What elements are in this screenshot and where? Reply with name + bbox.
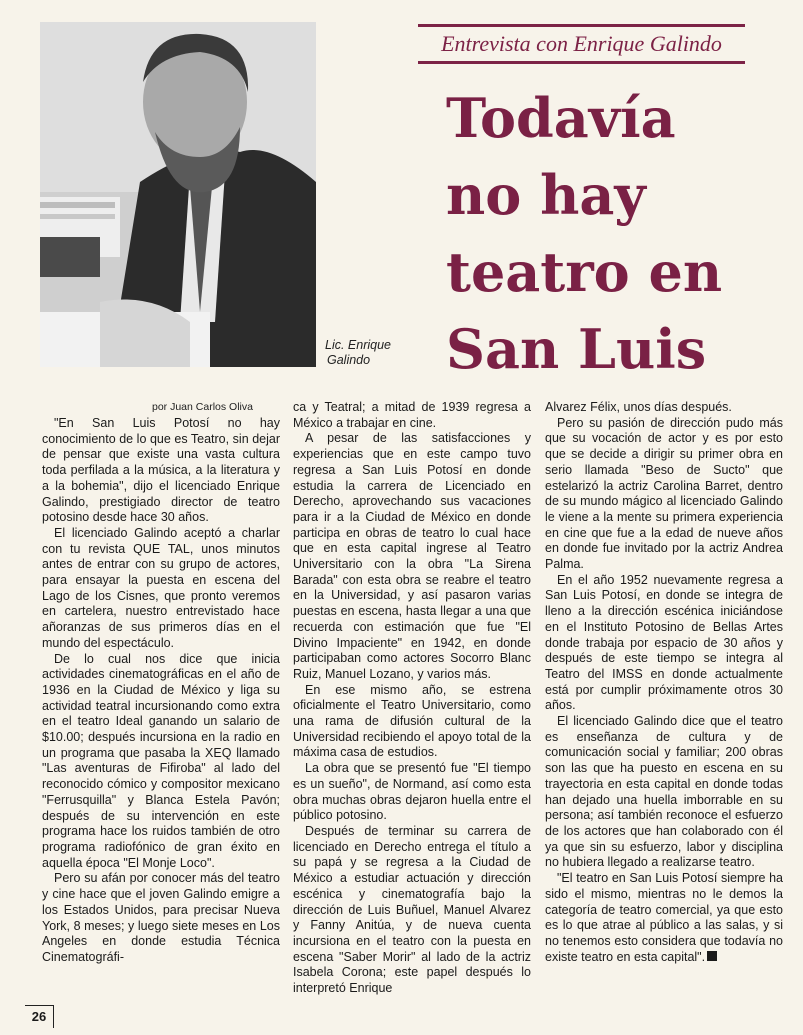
- byline: por Juan Carlos Oliva: [152, 401, 253, 413]
- portrait-photo: [40, 22, 316, 367]
- end-of-article-mark: [707, 951, 717, 961]
- headline-line-1: Todavía: [446, 86, 676, 150]
- headline-line-4: San Luis: [446, 317, 707, 381]
- paragraph: "El teatro en San Luis Potosí siempre ha sido el mismo, mientras no le demos la categoría de teatro comercial, ya que esto es lo que atrae al público a las salas, y si no tenemos esto considera que todavía no existe teatro en esta capital".: [545, 871, 783, 964]
- caption-line-1: Lic. Enrique: [325, 338, 392, 352]
- article-column-1: [42, 416, 280, 1001]
- paragraph: El licenciado Galindo aceptó a charlar con tu revista QUE TAL, unos minutos antes de entrar con su grupo de actores, para ensayar la puesta en escena del Lago de los Cisnes, que pronto veremos en cartelera, nuestro entrevistado hace añoranzas de sus primeros días en el mundo del espectáculo.: [42, 525, 280, 650]
- photo-caption: [325, 338, 425, 368]
- headline: [446, 80, 776, 388]
- paragraph: Después de terminar su carrera de licenciado en Derecho entrega el título a su papá y se regresa a la Ciudad de México a estudiar actuación y dirección escénica y cinematografía bajo la dirección de Luis Buñuel, Manuel Alvarez y Fanny Anitúa, y de nueva cuenta incursiona en el teatro con la puesta en escena "Saber Morir" al lado de la actriz Isabela Corona; este papel después lo interpretó Enrique: [293, 823, 531, 996]
- caption-line-2: Galindo: [327, 353, 371, 367]
- paragraph: De lo cual nos dice que inicia actividades cinematográficas en el año de 1936 en la Ciudad de México y liga su actividad teatral incursionando como extra en el teatro Ideal ganando un salario de $10.00; después incursiona en la radio en un programa que pasaba la XEQ llamado "Las aventuras de Fifiroba" al lado del reconocido cómico y compositor mexicano "Ferrusquilla" y Blanca Estela Pavón; después de su intervención en este programa hace los ruidos también de otro programa radiofónico de gran éxito en aquella época "El Monje Loco".: [42, 651, 280, 870]
- headline-line-3: teatro en: [446, 240, 723, 304]
- kicker-banner: [418, 24, 745, 64]
- paragraph: Pero su afán por conocer más del teatro y cine hace que el joven Galindo emigre a los Estados Unidos, para precisar Nueva York, 8 meses; y luego siete meses en Los Angeles en donde estudia Técnica Cinematográfi-: [42, 871, 280, 964]
- article-column-3: [545, 400, 783, 1005]
- headline-line-2: no hay: [446, 163, 646, 227]
- paragraph: Alvarez Félix, unos días después.: [545, 400, 732, 414]
- paragraph: Pero su pasión de dirección pudo más que su vocación de actor y es por esto que se decide a dirigir su primer obra en serio llamada "Beso de Sucto" que estelarizó la actriz Carolina Barret, dentro de su mundo mágico al licenciado Galindo le viene a la mente su primera experiencia en cine que fue a la edad de nueve años en donde fue invitado por la actriz Andrea Palma.: [545, 415, 783, 572]
- page-number: 26: [25, 1005, 54, 1028]
- paragraph: En el año 1952 nuevamente regresa a San Luis Potosí, en donde se integra de lleno a la dirección escénica iniciándose en el Instituto Potosino de Bellas Artes donde trabaja por espacio de 30 años y después de este tiempo se integra al Teatro del IMSS en donde actualmente está por cumplir próximamente otros 30 años.: [545, 572, 783, 713]
- paragraph: A pesar de las satisfacciones y experiencias que en este campo tuvo regresa a San Luis Potosí en donde estudia la carrera de Licenciado en Derecho, aprovechando sus vacaciones para ir a la Ciudad de México en donde participa en obras de teatro lo cual hace que en esta capital ingrese al Teatro Universitario con la obra "La Sirena Barada" con esta obra se reabre el teatro en la Universidad, y así pasaron varias puestas en escena, hasta llegar a una que recuerda con estimación que fue "El Divino Impaciente" en 1942, en donde participaban como actores Socorro Blanc Ruiz, Manuel Lozano, y varios más.: [293, 431, 531, 681]
- paragraph: La obra que se presentó fue "El tiempo es un sueño", de Normand, así como esta obra muchas obras dejaron huella entre el público potosino.: [293, 761, 531, 823]
- paragraph: El licenciado Galindo dice que el teatro es enseñanza de cultura y de comunicación social y familiar; 200 obras son las que ha puesto en escena en su trayectoria en esta capital en donde todas han dejado una huella imborrable en su persona; así también reconoce el esfuerzo de los actores que han colaborado con él ya que sin su esfuerzo, labor y disciplina no hubiera llegado a realizarse teatro.: [545, 714, 783, 870]
- article-column-2: [293, 400, 531, 1005]
- kicker-text: Entrevista con Enrique Galindo: [441, 31, 722, 56]
- paragraph: ca y Teatral; a mitad de 1939 regresa a México a trabajar en cine.: [293, 400, 531, 430]
- paragraph: "En San Luis Potosí no hay conocimiento de lo que es Teatro, sin dejar de pensar que existe una vasta cultura toda perfilada a la música, a la literatura y a la bohemia", dijo el licenciado Enrique Galindo, prestigiado director de teatro potosino desde hace 30 años.: [42, 416, 280, 525]
- paragraph: En ese mismo año, se estrena oficialmente el Teatro Universitario, como una rama de difusión cultural de la Universidad recibiendo el apoyo total de la máxima casa de estudios.: [293, 682, 531, 760]
- portrait-illustration: [40, 22, 316, 367]
